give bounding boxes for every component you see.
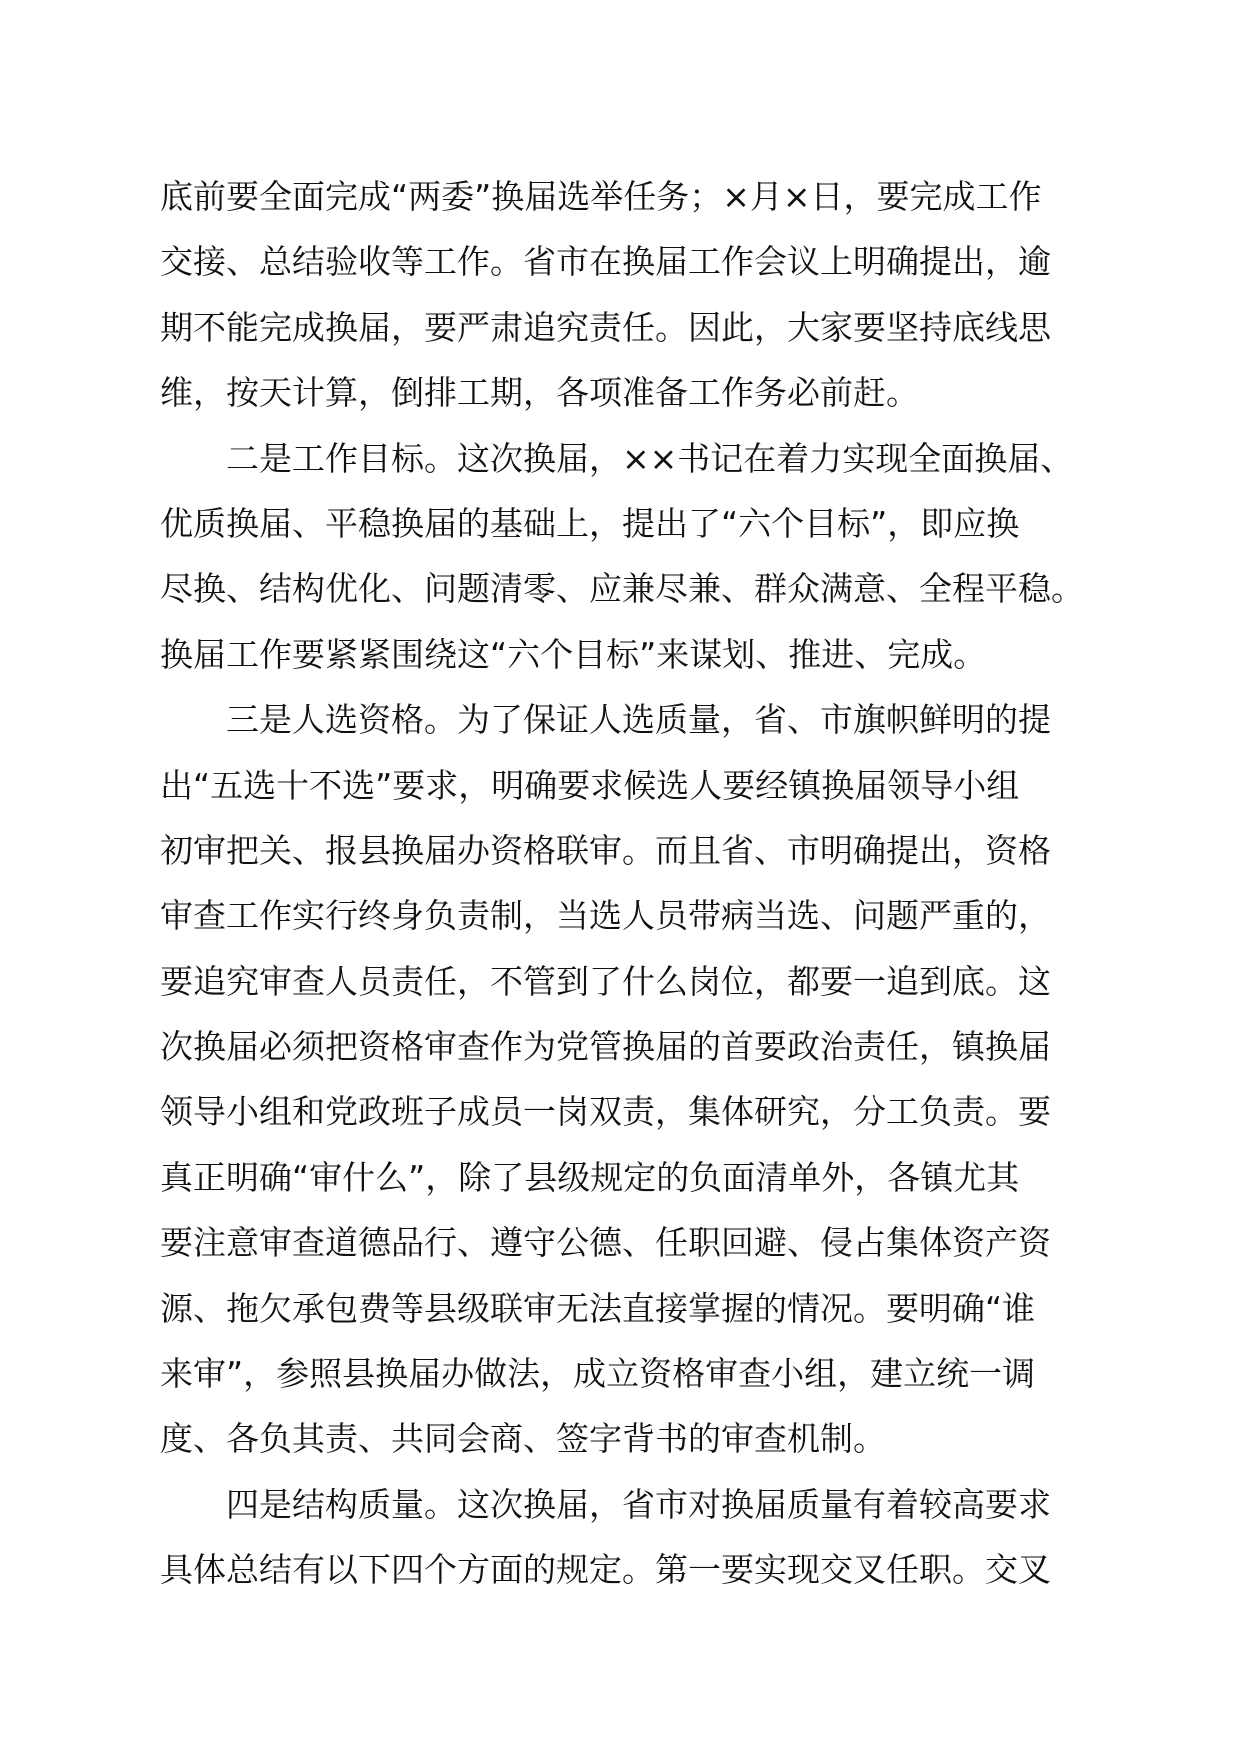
text-line: 交接、总结验收等工作。省市在换届工作会议上明确提出，逾: [160, 242, 1051, 282]
text-line: 优质换届、平稳换届的基础上，提出了“六个目标”，即应换: [160, 503, 1020, 543]
text-line: 具体总结有以下四个方面的规定。第一要实现交叉任职。交叉: [160, 1550, 1051, 1590]
text-line: 要注意审查道德品行、遵守公德、任职回避、侵占集体资产资: [160, 1223, 1051, 1263]
text-line: 出“五选十不选”要求，明确要求候选人要经镇换届领导小组: [160, 765, 1020, 805]
text-line: 底前要全面完成“两委”换届选举任务；×月×日，要完成工作: [160, 177, 1042, 216]
text-line: 领导小组和党政班子成员一岗双责，集体研究，分工负责。要: [160, 1092, 1051, 1132]
text-line: 初审把关、报县换届办资格联审。而且省、市明确提出，资格: [160, 830, 1051, 870]
text-line: 维，按天计算，倒排工期，各项准备工作务必前赶。: [160, 373, 919, 413]
paragraph-start-line: 二是工作目标。这次换届，××书记在着力实现全面换届、: [226, 438, 1074, 478]
text-line: 期不能完成换届，要严肃追究责任。因此，大家要坚持底线思: [160, 307, 1051, 347]
document-body: [160, 164, 1100, 1603]
text-line: 尽换、结构优化、问题清零、应兼尽兼、群众满意、全程平稳。: [160, 569, 1084, 609]
text-line: 换届工作要紧紧围绕这“六个目标”来谋划、推进、完成。: [160, 634, 987, 674]
text-line: 源、拖欠承包费等县级联审无法直接掌握的情况。要明确“谁: [160, 1288, 1036, 1328]
text-line: 真正明确“审什么”，除了县级规定的负面清单外，各镇尤其: [160, 1157, 1020, 1197]
text-line: 度、各负其责、共同会商、签字背书的审查机制。: [160, 1419, 886, 1459]
paragraph-start-line: 四是结构质量。这次换届，省市对换届质量有着较高要求: [226, 1484, 1051, 1524]
paragraph-start-line: 三是人选资格。为了保证人选质量，省、市旗帜鲜明的提: [226, 700, 1051, 740]
text-line: 审查工作实行终身负责制，当选人员带病当选、问题严重的，: [160, 896, 1051, 936]
text-line: 要追究审查人员责任，不管到了什么岗位，都要一追到底。这: [160, 961, 1051, 1001]
text-line: 来审”，参照县换届办做法，成立资格审查小组，建立统一调: [160, 1354, 1036, 1394]
text-line: 次换届必须把资格审查作为党管换届的首要政治责任，镇换届: [160, 1027, 1051, 1067]
